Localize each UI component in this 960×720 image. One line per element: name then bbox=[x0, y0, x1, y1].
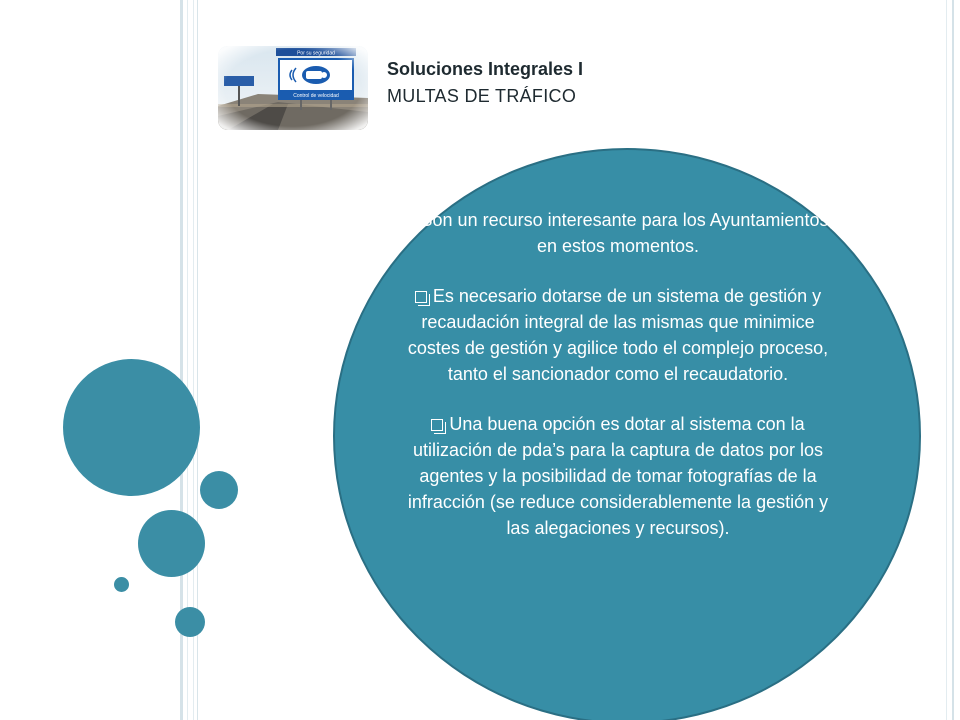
decor-line bbox=[952, 0, 954, 720]
decor-line bbox=[946, 0, 947, 720]
square-bullet-icon bbox=[415, 291, 427, 303]
bullet-list bbox=[398, 207, 838, 565]
decor-circle-medium bbox=[138, 510, 205, 577]
bullet-item bbox=[398, 411, 838, 541]
slide-title: Soluciones Integrales I bbox=[387, 59, 584, 79]
speed-camera-sign-icon bbox=[218, 46, 368, 130]
decor-circle-small bbox=[175, 607, 205, 637]
slide-subtitle: MULTAS DE TRÁFICO bbox=[387, 86, 577, 106]
bullet-text: Es necesario dotarse de un sistema de gestión y recaudación integral de las mismas que minimice costes de gestión y agilice todo el complejo proceso, tanto el sancionador como el recaudatorio. bbox=[407, 286, 829, 384]
square-bullet-icon bbox=[403, 215, 415, 227]
bullet-item bbox=[398, 207, 838, 259]
bullet-text: Una buena opción es dotar al sistema con la utilización de pda’s para la captura de datos por los agentes y la posibilidad de tomar fotografías de la infracción (se reduce considerablemente la gestión y las alegaciones y recursos). bbox=[407, 414, 829, 538]
decor-circle-tiny bbox=[114, 577, 129, 592]
decor-circle-large bbox=[63, 359, 200, 496]
bullet-text: Son un recurso interesante para los Ayuntamientos, en estos momentos. bbox=[420, 210, 834, 256]
square-bullet-icon bbox=[431, 419, 443, 431]
bullet-item bbox=[398, 283, 838, 387]
decor-circle-small bbox=[200, 471, 238, 509]
traffic-sign-image bbox=[218, 46, 368, 130]
